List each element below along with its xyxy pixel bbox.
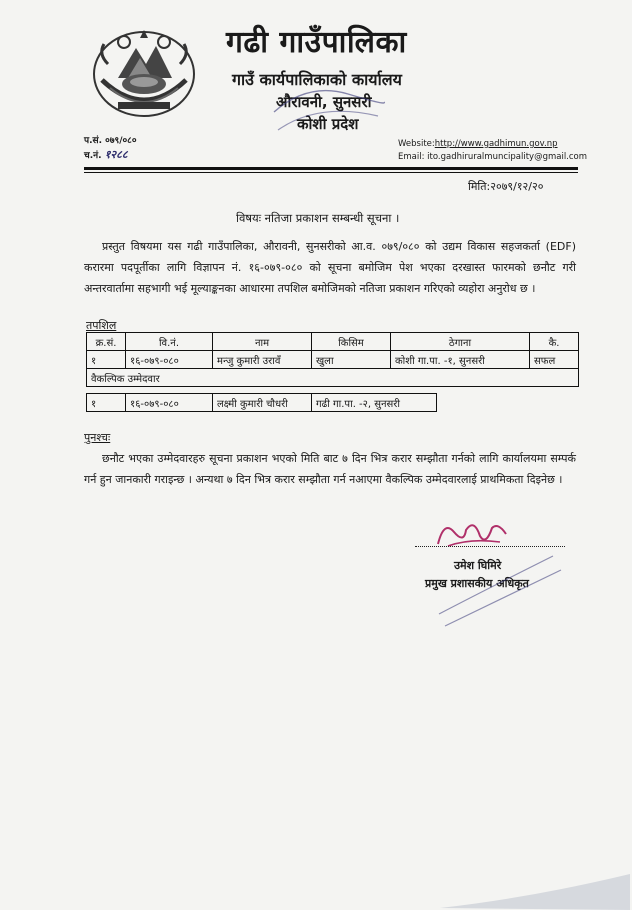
email-address[interactable]: ito.gadhiruralmuncipality@gmail.com — [427, 152, 588, 162]
website-label: Website: — [398, 139, 435, 149]
col-address: ठेगाना — [391, 333, 530, 351]
col-name: नाम — [213, 333, 312, 351]
cell-address: कोशी गा.पा. -१, सुनसरी — [391, 351, 530, 369]
scan-artifact — [440, 868, 630, 910]
postscript-text: छनौट भएका उम्मेदवारहरु सूचना प्रकाशन भएको मिति बाट ७ दिन भित्र करार सम्झौता गर्नको लागि कार्यालयमा सम्पर्क गर्न हुन जानकारी गराइन्छ । अन्यथा ७ दिन भित्र करार सम्झौता गर्न नआएमा वैकल्पिक उम्मेदवारलाई प्राथमिकता दिइनेछ । — [84, 452, 576, 486]
details-label: तपशिल — [86, 319, 117, 332]
org-name: गढी गाउँपालिका — [226, 25, 407, 60]
office-stamp-icon — [268, 72, 388, 140]
government-emblem-icon — [88, 24, 200, 124]
fiscal-year-ref: प.सं. ०७९/०८० — [84, 136, 137, 146]
cell-address: गढी गा.पा. -२, सुनसरी — [312, 394, 437, 412]
col-type: किसिम — [312, 333, 391, 351]
cell-serial: १ — [87, 394, 126, 412]
notice-body: प्रस्तुत विषयमा यस गढी गाउँपालिका, औरावनी, सुनसरीको आ.व. ०७९/०८० को उद्यम विकास सहजकर्ता (EDF) करारमा पदपूर्तीका लागि विज्ञापन नं. १६-०७९-०८० को सूचना बमोजिम पेश भएका दरखास्त फारमको छनौट गरी अन्तरवार्तामा सहभागी भई मूल्याङ्कनका आधारमा तपशिल बमोजिमको नतिजा प्रकाशन गरिएको व्यहोरा अनुरोध छ । — [84, 240, 576, 295]
office-location: औरावनी, सुनसरी — [276, 93, 372, 111]
cell-serial: १ — [87, 351, 126, 369]
contact-info — [398, 138, 587, 164]
email-line — [398, 151, 587, 164]
header-divider-thin — [84, 172, 578, 173]
official-stamp-icon — [425, 530, 565, 630]
dispatch-number-value: १२८८ — [104, 148, 128, 161]
office-name: गाउँ कार्यपालिकाको कार्यालय — [232, 70, 402, 89]
alternate-candidate-label: वैकल्पिक उम्मेदवार — [87, 369, 579, 387]
results-table — [86, 332, 579, 387]
signatory-title: प्रमुख प्रशासकीय अधिकृत — [425, 577, 529, 590]
dispatch-number — [84, 148, 137, 163]
cell-type: खुला — [312, 351, 391, 369]
website-line — [398, 138, 587, 151]
cell-name: लक्ष्मी कुमारी चौधरी — [213, 394, 312, 412]
alternate-header-row — [87, 369, 579, 387]
cell-ad-number: १६-०७९-०८० — [126, 351, 213, 369]
table-header-row — [87, 333, 579, 351]
office-province: कोशी प्रदेश — [297, 115, 359, 133]
signatory-name: उमेश घिमिरे — [454, 559, 502, 572]
email-label: Email: — [398, 152, 425, 162]
table-row — [87, 394, 437, 412]
notice-date: मिति:२०७९/१२/२० — [468, 180, 544, 193]
dispatch-number-label: च.नं. — [84, 151, 102, 161]
col-remarks: कै. — [530, 333, 579, 351]
alternate-table — [86, 393, 437, 412]
notice-subject: विषयः नतिजा प्रकाशन सम्बन्धी सूचना । — [236, 211, 400, 225]
cell-ad-number: १६-०७९-०८० — [126, 394, 213, 412]
col-ad-number: वि.नं. — [126, 333, 213, 351]
header-divider — [84, 167, 578, 170]
cell-remarks: सफल — [530, 351, 579, 369]
postscript-label: पुनश्चः — [84, 431, 111, 444]
table-row — [87, 351, 579, 369]
website-link[interactable]: http://www.gadhimun.gov.np — [434, 139, 558, 149]
cell-name: मन्जु कुमारी उरावँ — [213, 351, 312, 369]
reference-numbers — [84, 134, 137, 163]
col-serial: क्र.सं. — [87, 333, 126, 351]
